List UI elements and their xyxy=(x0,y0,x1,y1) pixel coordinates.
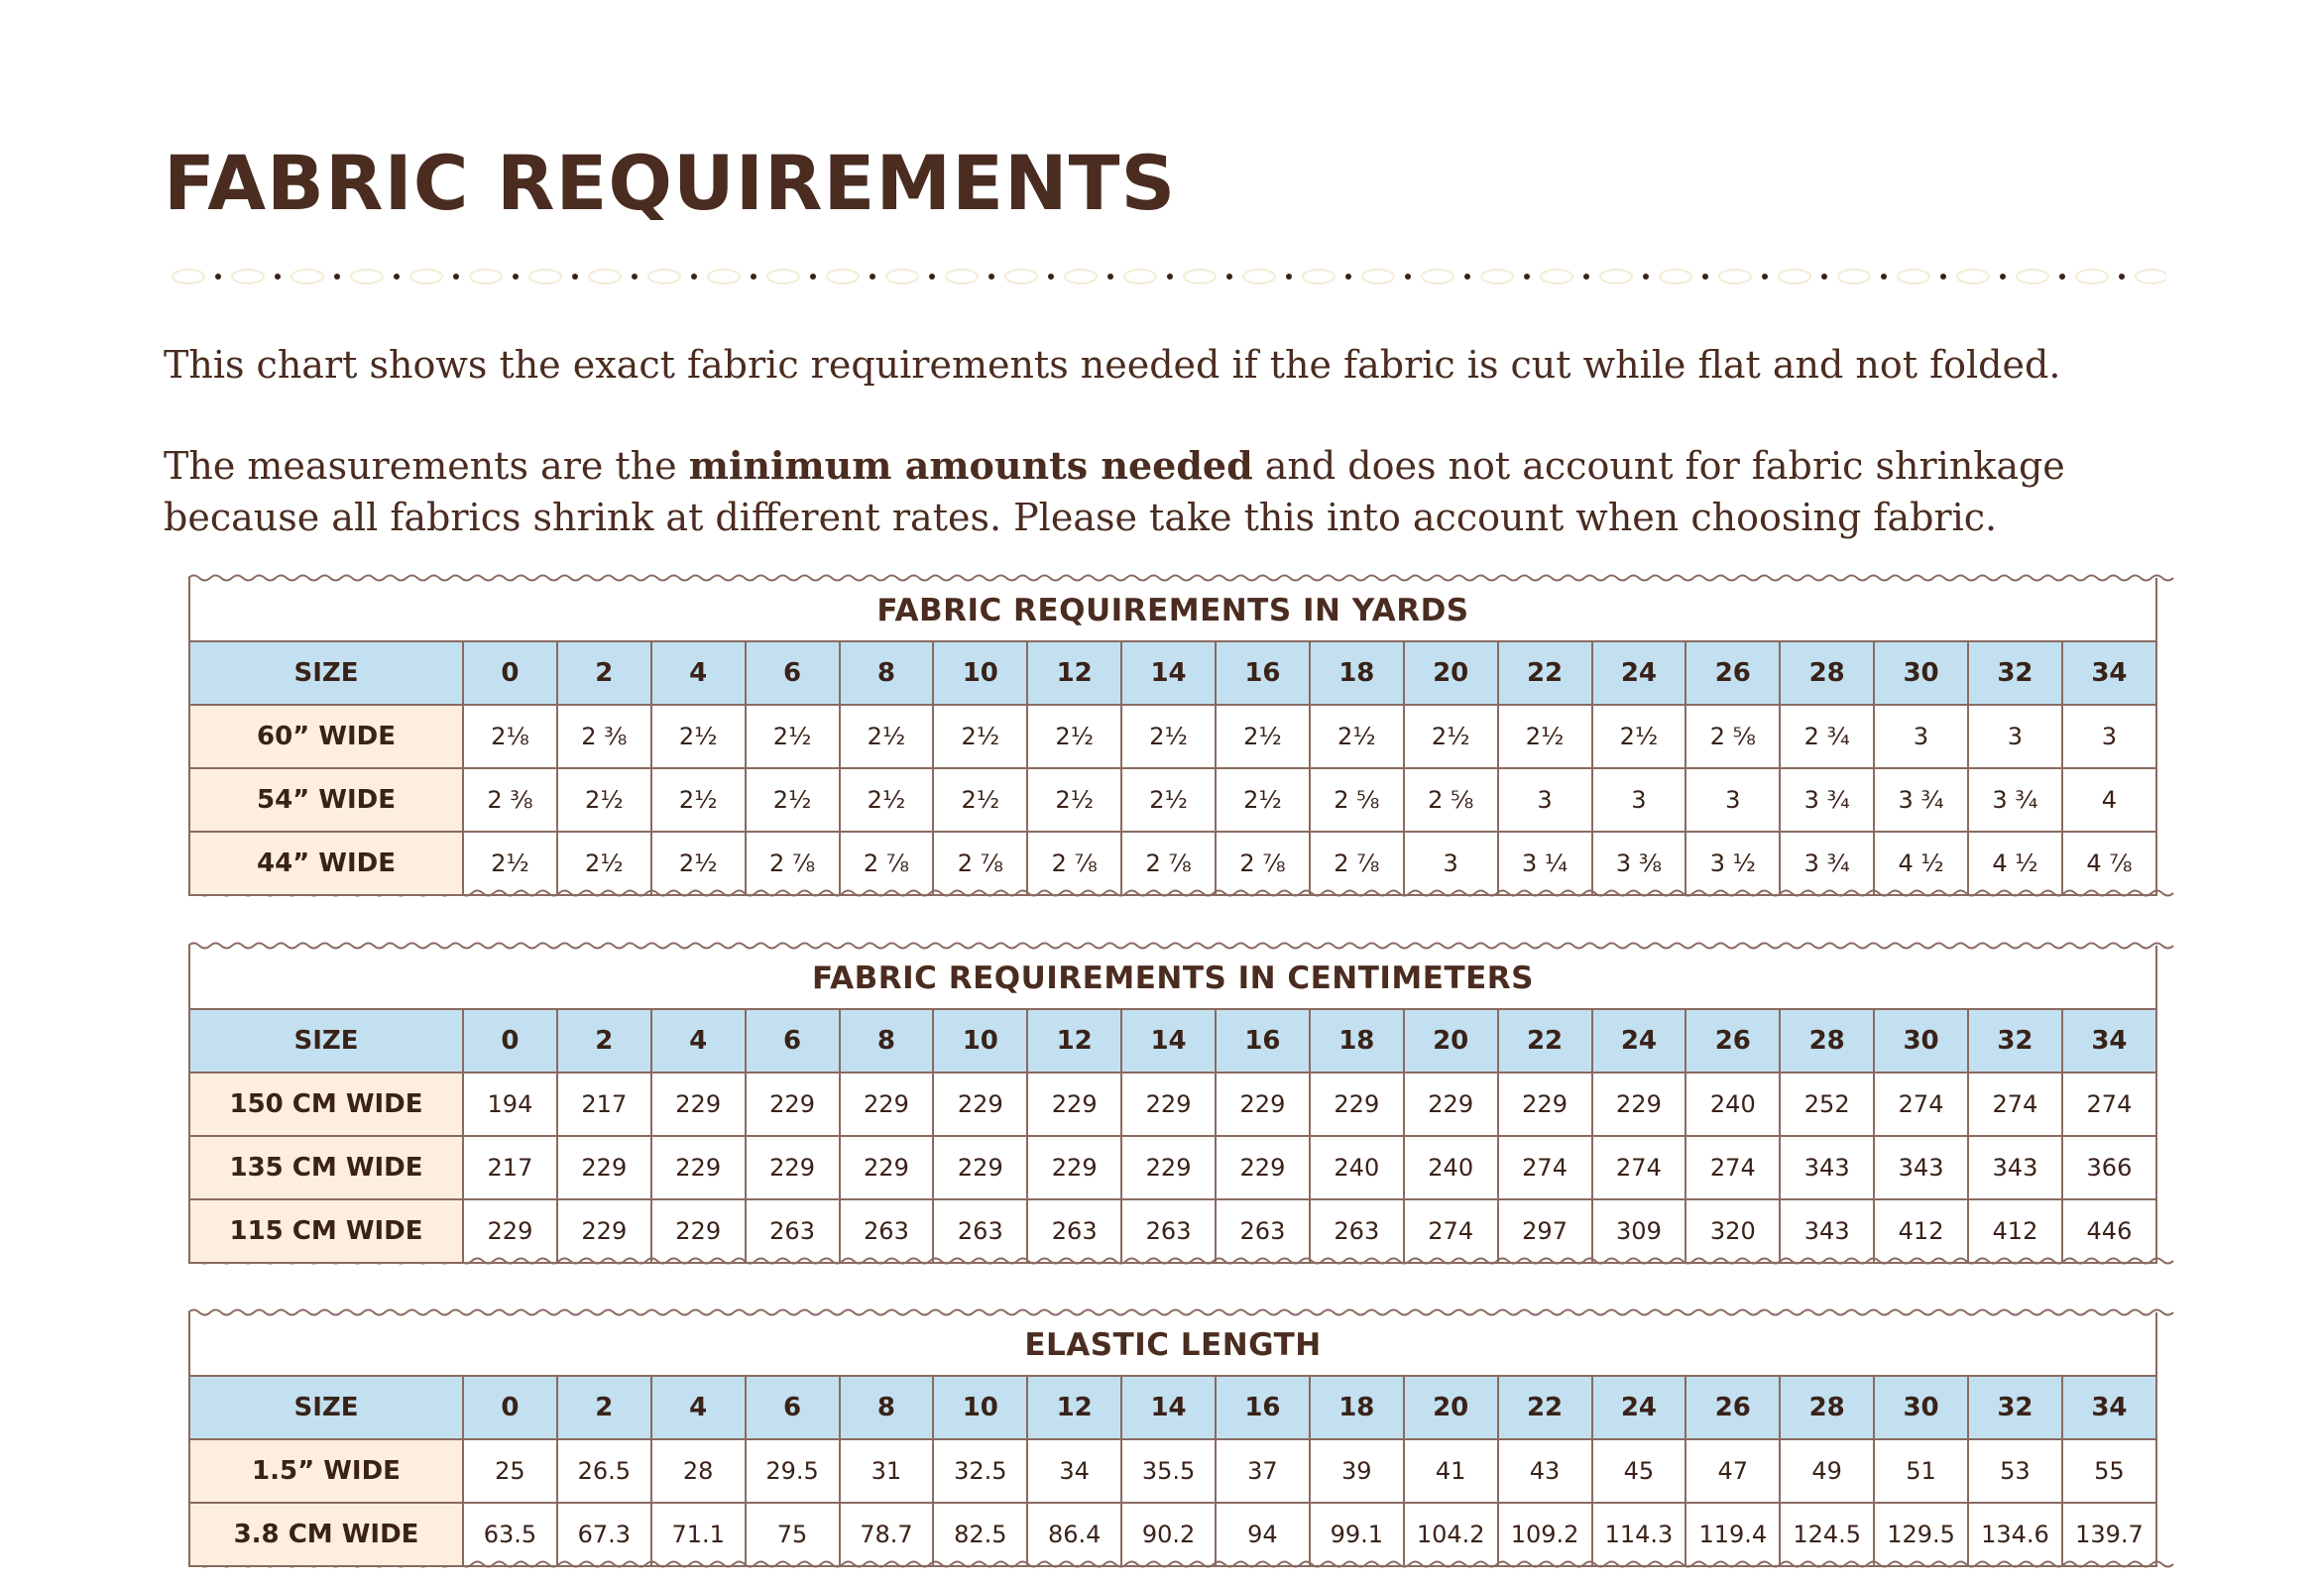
size-header: SIZE xyxy=(189,1376,463,1439)
row-label: 44” WIDE xyxy=(189,832,463,895)
table-cell: 2½ xyxy=(1404,705,1498,768)
table-cell: 2½ xyxy=(1216,768,1310,832)
table-cell: 2½ xyxy=(651,768,746,832)
table-cell: 3 ¾ xyxy=(1780,832,1874,895)
table-cell: 2½ xyxy=(1027,705,1121,768)
table-cell: 263 xyxy=(746,1199,840,1263)
table-cell: 86.4 xyxy=(1027,1503,1121,1566)
size-column-header: 2 xyxy=(557,1009,651,1073)
table-cell: 4 ⅞ xyxy=(2062,832,2156,895)
table-cell: 3 xyxy=(1404,832,1498,895)
table-cell: 446 xyxy=(2062,1199,2156,1263)
size-column-header: 34 xyxy=(2062,1009,2156,1073)
table-cell: 4 xyxy=(2062,768,2156,832)
table-cell: 2½ xyxy=(840,768,934,832)
table-cell: 119.4 xyxy=(1685,1503,1780,1566)
table-cell: 28 xyxy=(651,1439,746,1503)
table-cell: 2 ⅞ xyxy=(840,832,934,895)
size-column-header: 26 xyxy=(1685,1376,1780,1439)
size-header: SIZE xyxy=(189,641,463,705)
table-cell: 2½ xyxy=(651,832,746,895)
table-cell: 3 xyxy=(1498,768,1592,832)
table-cell: 3 xyxy=(1874,705,1968,768)
table-cell: 240 xyxy=(1404,1136,1498,1199)
table-cell: 2 ⅜ xyxy=(557,705,651,768)
table-cell: 274 xyxy=(1498,1136,1592,1199)
table-cell: 99.1 xyxy=(1310,1503,1404,1566)
size-column-header: 10 xyxy=(933,1376,1027,1439)
size-column-header: 6 xyxy=(746,1009,840,1073)
size-column-header: 14 xyxy=(1121,641,1216,705)
table-cell: 94 xyxy=(1216,1503,1310,1566)
row-label: 150 CM WIDE xyxy=(189,1073,463,1136)
table-cell: 39 xyxy=(1310,1439,1404,1503)
size-column-header: 8 xyxy=(840,641,934,705)
page-title: FABRIC REQUIREMENTS xyxy=(164,139,1177,227)
size-column-header: 28 xyxy=(1780,641,1874,705)
table-cell: 412 xyxy=(1874,1199,1968,1263)
table-cell: 4 ½ xyxy=(1874,832,1968,895)
table-cell: 2½ xyxy=(463,832,557,895)
size-column-header: 0 xyxy=(463,1376,557,1439)
row-label: 1.5” WIDE xyxy=(189,1439,463,1503)
table-cell: 75 xyxy=(746,1503,840,1566)
decorative-divider xyxy=(164,260,2166,293)
table-title: ELASTIC LENGTH xyxy=(1024,1327,1322,1363)
size-column-header: 34 xyxy=(2062,1376,2156,1439)
header-row xyxy=(189,1009,2156,1073)
table-cell: 53 xyxy=(1968,1439,2062,1503)
table-cell: 263 xyxy=(933,1199,1027,1263)
table-cell: 229 xyxy=(651,1199,746,1263)
size-column-header: 18 xyxy=(1310,1376,1404,1439)
table-cell: 2½ xyxy=(746,705,840,768)
table-cell: 229 xyxy=(746,1136,840,1199)
table-row xyxy=(189,1073,2156,1136)
table-cell: 2½ xyxy=(557,832,651,895)
size-column-header: 4 xyxy=(651,1376,746,1439)
size-column-header: 34 xyxy=(2062,641,2156,705)
size-column-header: 24 xyxy=(1592,1009,1686,1073)
table-cell: 229 xyxy=(463,1199,557,1263)
table-cell: 274 xyxy=(1874,1073,1968,1136)
table-cell: 229 xyxy=(933,1136,1027,1199)
table-cell: 3 xyxy=(1968,705,2062,768)
table-cell: 43 xyxy=(1498,1439,1592,1503)
centimeters-table-section xyxy=(188,945,2157,1262)
row-label: 60” WIDE xyxy=(189,705,463,768)
table-cell: 263 xyxy=(1027,1199,1121,1263)
table-cell: 2½ xyxy=(1121,705,1216,768)
size-column-header: 14 xyxy=(1121,1009,1216,1073)
table-cell: 2 ¾ xyxy=(1780,705,1874,768)
table-cell: 3 xyxy=(1685,768,1780,832)
size-column-header: 8 xyxy=(840,1376,934,1439)
table-cell: 252 xyxy=(1780,1073,1874,1136)
table-cell: 194 xyxy=(463,1073,557,1136)
table-cell: 2½ xyxy=(746,768,840,832)
table-row xyxy=(189,832,2156,895)
size-column-header: 4 xyxy=(651,641,746,705)
table-cell: 2 ⅝ xyxy=(1404,768,1498,832)
size-column-header: 16 xyxy=(1216,641,1310,705)
table-cell: 114.3 xyxy=(1592,1503,1686,1566)
size-table xyxy=(188,1008,2157,1264)
size-column-header: 12 xyxy=(1027,641,1121,705)
table-cell: 2½ xyxy=(1310,705,1404,768)
size-column-header: 16 xyxy=(1216,1376,1310,1439)
table-cell: 217 xyxy=(557,1073,651,1136)
table-cell: 263 xyxy=(1121,1199,1216,1263)
table-cell: 263 xyxy=(1310,1199,1404,1263)
size-column-header: 22 xyxy=(1498,641,1592,705)
table-cell: 229 xyxy=(651,1073,746,1136)
table-cell: 2½ xyxy=(933,768,1027,832)
table-cell: 25 xyxy=(463,1439,557,1503)
table-cell: 129.5 xyxy=(1874,1503,1968,1566)
intro-text-bold: minimum amounts needed xyxy=(688,443,1253,488)
table-cell: 63.5 xyxy=(463,1503,557,1566)
table-cell: 4 ½ xyxy=(1968,832,2062,895)
size-column-header: 30 xyxy=(1874,1009,1968,1073)
row-label: 3.8 CM WIDE xyxy=(189,1503,463,1566)
table-cell: 343 xyxy=(1968,1136,2062,1199)
table-cell: 51 xyxy=(1874,1439,1968,1503)
size-column-header: 30 xyxy=(1874,641,1968,705)
table-cell: 2½ xyxy=(651,705,746,768)
table-cell: 2 ⅝ xyxy=(1685,705,1780,768)
table-cell: 2½ xyxy=(1216,705,1310,768)
table-cell: 229 xyxy=(1027,1136,1121,1199)
table-cell: 2½ xyxy=(1121,768,1216,832)
table-cell: 263 xyxy=(1216,1199,1310,1263)
table-cell: 2 ⅝ xyxy=(1310,768,1404,832)
table-cell: 55 xyxy=(2062,1439,2156,1503)
table-cell: 124.5 xyxy=(1780,1503,1874,1566)
table-cell: 139.7 xyxy=(2062,1503,2156,1566)
table-row xyxy=(189,1136,2156,1199)
table-cell: 3 ¾ xyxy=(1874,768,1968,832)
table-cell: 49 xyxy=(1780,1439,1874,1503)
table-cell: 263 xyxy=(840,1199,934,1263)
size-column-header: 20 xyxy=(1404,1009,1498,1073)
table-cell: 3 ¾ xyxy=(1968,768,2062,832)
table-cell: 309 xyxy=(1592,1199,1686,1263)
size-column-header: 12 xyxy=(1027,1376,1121,1439)
table-cell: 274 xyxy=(1685,1136,1780,1199)
table-cell: 31 xyxy=(840,1439,934,1503)
table-cell: 229 xyxy=(840,1136,934,1199)
table-cell: 34 xyxy=(1027,1439,1121,1503)
size-column-header: 24 xyxy=(1592,641,1686,705)
size-column-header: 2 xyxy=(557,641,651,705)
intro-paragraph-2 xyxy=(164,440,2196,543)
yards-table-section xyxy=(188,577,2157,894)
row-label: 54” WIDE xyxy=(189,768,463,832)
table-cell: 240 xyxy=(1310,1136,1404,1199)
size-table xyxy=(188,1375,2157,1567)
table-cell: 3 xyxy=(2062,705,2156,768)
intro-paragraph-1: This chart shows the exact fabric requirements needed if the fabric is cut while flat and not folded. xyxy=(164,343,2061,387)
table-cell: 3 xyxy=(1592,768,1686,832)
size-column-header: 32 xyxy=(1968,1376,2062,1439)
table-cell: 45 xyxy=(1592,1439,1686,1503)
table-cell: 3 ½ xyxy=(1685,832,1780,895)
table-title: FABRIC REQUIREMENTS IN CENTIMETERS xyxy=(812,961,1534,996)
table-cell: 343 xyxy=(1780,1199,1874,1263)
size-column-header: 28 xyxy=(1780,1009,1874,1073)
table-cell: 2½ xyxy=(933,705,1027,768)
size-column-header: 16 xyxy=(1216,1009,1310,1073)
table-cell: 274 xyxy=(1404,1199,1498,1263)
table-cell: 41 xyxy=(1404,1439,1498,1503)
intro-text-pre: The measurements are the xyxy=(164,444,689,488)
table-cell: 71.1 xyxy=(651,1503,746,1566)
table-row xyxy=(189,768,2156,832)
table-cell: 2 ⅞ xyxy=(1121,832,1216,895)
size-column-header: 28 xyxy=(1780,1376,1874,1439)
size-column-header: 0 xyxy=(463,1009,557,1073)
size-header: SIZE xyxy=(189,1009,463,1073)
table-cell: 274 xyxy=(1592,1136,1686,1199)
size-column-header: 22 xyxy=(1498,1376,1592,1439)
table-cell: 109.2 xyxy=(1498,1503,1592,1566)
table-cell: 2½ xyxy=(1498,705,1592,768)
table-cell: 2½ xyxy=(1592,705,1686,768)
table-cell: 90.2 xyxy=(1121,1503,1216,1566)
table-cell: 78.7 xyxy=(840,1503,934,1566)
table-cell: 229 xyxy=(1121,1136,1216,1199)
size-column-header: 20 xyxy=(1404,1376,1498,1439)
table-cell: 26.5 xyxy=(557,1439,651,1503)
table-cell: 229 xyxy=(1404,1073,1498,1136)
size-column-header: 14 xyxy=(1121,1376,1216,1439)
table-cell: 274 xyxy=(1968,1073,2062,1136)
table-cell: 3 ⅜ xyxy=(1592,832,1686,895)
size-column-header: 10 xyxy=(933,641,1027,705)
table-row xyxy=(189,705,2156,768)
header-row xyxy=(189,1376,2156,1439)
table-cell: 29.5 xyxy=(746,1439,840,1503)
table-row xyxy=(189,1199,2156,1263)
table-cell: 47 xyxy=(1685,1439,1780,1503)
table-cell: 240 xyxy=(1685,1073,1780,1136)
table-cell: 2 ⅞ xyxy=(1027,832,1121,895)
size-column-header: 8 xyxy=(840,1009,934,1073)
size-column-header: 26 xyxy=(1685,641,1780,705)
size-column-header: 24 xyxy=(1592,1376,1686,1439)
table-cell: 229 xyxy=(557,1199,651,1263)
size-column-header: 30 xyxy=(1874,1376,1968,1439)
table-cell: 2 ⅞ xyxy=(933,832,1027,895)
table-cell: 2⅛ xyxy=(463,705,557,768)
size-column-header: 10 xyxy=(933,1009,1027,1073)
table-cell: 229 xyxy=(840,1073,934,1136)
intro-text-post: and does not account for fabric shrinkage because all fabrics shrink at different rates. Please take this into account when choosing fabric. xyxy=(164,444,2065,539)
size-column-header: 0 xyxy=(463,641,557,705)
table-cell: 67.3 xyxy=(557,1503,651,1566)
row-label: 115 CM WIDE xyxy=(189,1199,463,1263)
table-cell: 412 xyxy=(1968,1199,2062,1263)
size-column-header: 32 xyxy=(1968,1009,2062,1073)
header-row xyxy=(189,641,2156,705)
table-cell: 2½ xyxy=(1027,768,1121,832)
table-cell: 229 xyxy=(1027,1073,1121,1136)
table-cell: 2½ xyxy=(840,705,934,768)
table-cell: 2 ⅞ xyxy=(746,832,840,895)
table-cell: 82.5 xyxy=(933,1503,1027,1566)
table-cell: 3 ¼ xyxy=(1498,832,1592,895)
size-column-header: 6 xyxy=(746,641,840,705)
table-cell: 35.5 xyxy=(1121,1439,1216,1503)
table-cell: 2 ⅞ xyxy=(1216,832,1310,895)
table-cell: 343 xyxy=(1874,1136,1968,1199)
table-cell: 343 xyxy=(1780,1136,1874,1199)
table-cell: 297 xyxy=(1498,1199,1592,1263)
size-column-header: 32 xyxy=(1968,641,2062,705)
table-cell: 217 xyxy=(463,1136,557,1199)
table-row xyxy=(189,1503,2156,1566)
row-label: 135 CM WIDE xyxy=(189,1136,463,1199)
table-cell: 104.2 xyxy=(1404,1503,1498,1566)
table-cell: 229 xyxy=(1592,1073,1686,1136)
table-cell: 3 ¾ xyxy=(1780,768,1874,832)
table-cell: 37 xyxy=(1216,1439,1310,1503)
table-row xyxy=(189,1439,2156,1503)
size-column-header: 20 xyxy=(1404,641,1498,705)
table-title: FABRIC REQUIREMENTS IN YARDS xyxy=(876,593,1469,628)
table-cell: 229 xyxy=(557,1136,651,1199)
elastic-length-table-section xyxy=(188,1311,2157,1565)
table-cell: 229 xyxy=(651,1136,746,1199)
table-cell: 2 ⅜ xyxy=(463,768,557,832)
table-cell: 229 xyxy=(1310,1073,1404,1136)
table-cell: 320 xyxy=(1685,1199,1780,1263)
size-column-header: 4 xyxy=(651,1009,746,1073)
table-cell: 2½ xyxy=(557,768,651,832)
size-column-header: 22 xyxy=(1498,1009,1592,1073)
table-cell: 274 xyxy=(2062,1073,2156,1136)
size-column-header: 2 xyxy=(557,1376,651,1439)
size-column-header: 18 xyxy=(1310,641,1404,705)
table-cell: 229 xyxy=(746,1073,840,1136)
table-cell: 134.6 xyxy=(1968,1503,2062,1566)
table-cell: 366 xyxy=(2062,1136,2156,1199)
table-cell: 229 xyxy=(933,1073,1027,1136)
table-cell: 229 xyxy=(1498,1073,1592,1136)
table-cell: 229 xyxy=(1121,1073,1216,1136)
size-column-header: 6 xyxy=(746,1376,840,1439)
table-cell: 229 xyxy=(1216,1136,1310,1199)
table-cell: 32.5 xyxy=(933,1439,1027,1503)
size-column-header: 18 xyxy=(1310,1009,1404,1073)
table-cell: 2 ⅞ xyxy=(1310,832,1404,895)
size-table xyxy=(188,640,2157,896)
size-column-header: 12 xyxy=(1027,1009,1121,1073)
size-column-header: 26 xyxy=(1685,1009,1780,1073)
table-cell: 229 xyxy=(1216,1073,1310,1136)
